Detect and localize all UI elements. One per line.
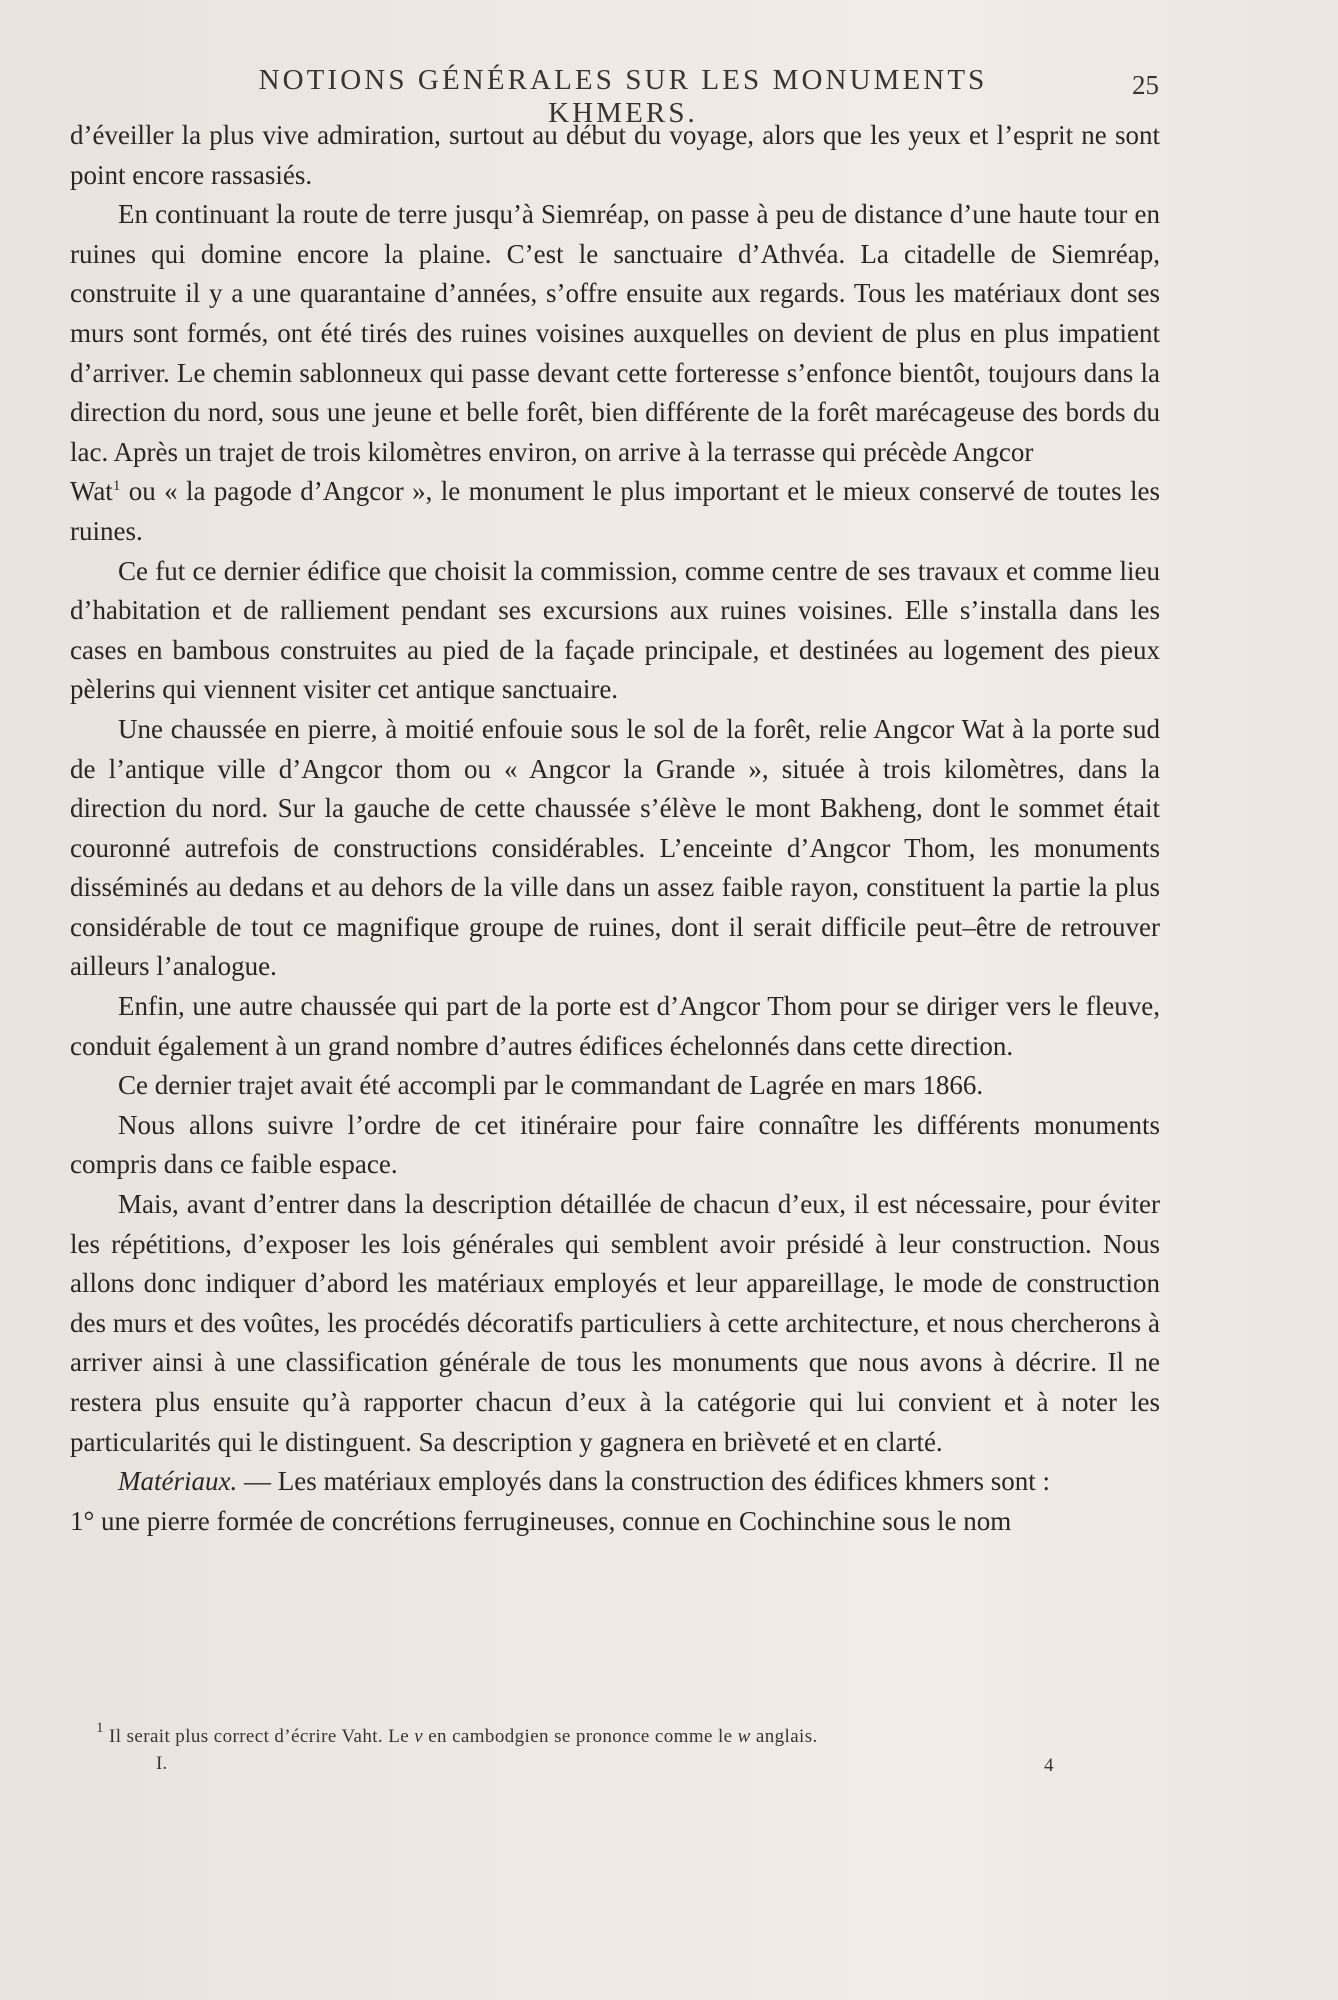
body-text (70, 116, 1160, 1541)
paragraph-materiaux-item: 1° une pierre formée de concrétions ferrugineuses, connue en Cochinchine sous le nom (70, 1505, 1012, 1536)
paragraph-continued: d’éveiller la plus vive admiration, surtout au début du voyage, alors que les yeux et l’esprit ne sont point encore rassasiés. (70, 120, 1160, 190)
page-number: 25 (1132, 70, 1159, 100)
paragraph-lagree: Ce dernier trajet avait été accompli par le commandant de Lagrée en mars 1866. (118, 1070, 984, 1101)
section-label-materiaux: Matériaux. (118, 1466, 238, 1497)
paragraph-itineraire: Nous allons suivre l’ordre de cet itinéraire pour faire connaître les différents monuments compris dans ce faible espace. (70, 1109, 1160, 1180)
footnote-text-b: en cambodgien se prononce comme le (423, 1726, 738, 1747)
footnote-reference: 1 (112, 478, 121, 495)
paragraph-siemreap (70, 195, 1160, 551)
gathering-signature: 4 (1044, 1755, 1054, 1776)
paragraph-construction: Mais, avant d’entrer dans la description détaillée de chacun d’eux, il est nécessaire, pour éviter les répétitions, d’exposer les lois générales qui semblent avoir présidé à leur construction. Nous allons donc indiquer d’abord les matériaux employés et leur appareillage, le mode de construction des murs et des voûtes, les procédés décoratifs particuliers à cette architecture, et nous chercherons à arriver ainsi à une classification générale de tous les monuments que nous avons à décrire. Il ne restera plus ensuite qu’à rapporter chacun d’eux à la catégorie qui lui convient et à noter les particularités qui le distinguent. Sa description y gagnera en brièveté et en clarté. (70, 1189, 1160, 1457)
paragraph-commission: Ce fut ce dernier édifice que choisit la commission, comme centre de ses travaux et comme lieu d’habitation et de ralliement pendant ses excursions aux ruines voisines. Elle s’installa dans les cases en bambous construites au pied de la façade principale, et destinées au logement des pieux pèlerins qui viennent visiter cet antique sanctuaire. (70, 555, 1160, 705)
footnote-text-a: Il serait plus correct d’écrire Vaht. Le (103, 1726, 415, 1747)
paragraph-materiaux-text: — Les matériaux employés dans la construction des édifices khmers sont : (237, 1466, 1051, 1497)
paragraph-siemreap-end: ou « la pagode d’Angcor », le monument le plus important et le mieux conservé de toutes les ruines. (70, 476, 1160, 546)
running-title: NOTIONS GÉNÉRALES SUR LES MONUMENTS KHMERS. (258, 64, 988, 129)
angcor-wat-name: Wat (70, 476, 113, 507)
paragraph-materiaux (70, 1462, 1160, 1541)
footnote-letter-w: w (737, 1726, 751, 1747)
footnote-marker: 1 (96, 1720, 104, 1736)
footnote (96, 1720, 1096, 1748)
paragraph-chaussee: Une chaussée en pierre, à moitié enfouie sous le sol de la forêt, relie Angcor Wat à la porte sud de l’antique ville d’Angcor thom ou « Angcor la Grande », située à trois kilomètres, dans la direction du nord. Sur la gauche de cette chaussée s’élève le mont Bakheng, dont le sommet était couronné autrefois de constructions considérables. L’enceinte d’Angcor Thom, les monuments disséminés au dedans et au dehors de la ville dans un assez faible rayon, constituent la partie la plus considérable de tout ce magnifique groupe de ruines, dont il serait difficile peut–être de retrouver ailleurs l’analogue. (70, 713, 1160, 982)
volume-signature: I. (156, 1753, 168, 1774)
paragraph-fleuve: Enfin, une autre chaussée qui part de la porte est d’Angcor Thom pour se diriger vers le fleuve, conduit également à un grand nombre d’autres édifices échelonnés dans cette direction. (70, 991, 1160, 1061)
footnote-text-c: anglais. (750, 1726, 818, 1747)
paragraph-siemreap-text: En continuant la route de terre jusqu’à Siemréap, on passe à peu de distance d’une haute tour en ruines qui domine encore la plaine. C’est le sanctuaire d’Athvéa. La citadelle de Siemréap, construite il y a une quarantaine d’années, s’offre ensuite aux regards. Tous les matériaux dont ses murs sont formés, ont été tirés des ruines voisines auxquelles on devient de plus en plus impatient d’arriver. Le chemin sablonneux qui passe devant cette forteresse s’enfonce bientôt, toujours dans la direction du nord, sous une jeune et belle forêt, bien différente de la forêt marécageuse des bords du lac. Après un trajet de trois kilomètres environ, on arrive à la terrasse qui précède Angcor (70, 199, 1160, 467)
footnote-letter-v: v (414, 1726, 424, 1747)
